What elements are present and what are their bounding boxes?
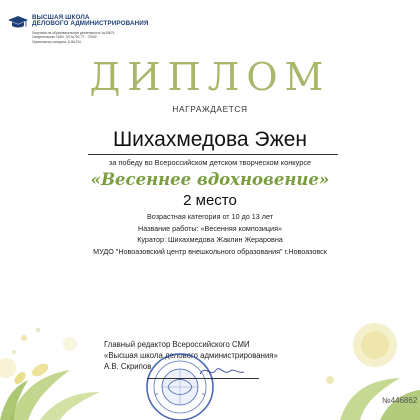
editor-title: Главный редактор Всероссийского СМИ	[104, 340, 250, 349]
license-text: Лицензия на образовательную деятельность №19674	[32, 30, 115, 35]
diploma-title: ДИПЛОМ	[89, 55, 331, 99]
age-category: Возрастная категория от 10 до 13 лет	[147, 212, 273, 221]
document-number: №446862	[382, 396, 418, 405]
contest-name: «Весеннее вдохновение»	[90, 170, 330, 189]
decorative-plant-bottom-left-icon	[0, 330, 110, 420]
media-name: «Высшая школа делового администрирования»	[104, 351, 278, 360]
org-name-line1: ВЫСШАЯ ШКОЛА	[32, 14, 90, 21]
place-awarded: 2 место	[183, 192, 237, 209]
organization-logo	[8, 15, 149, 44]
recipient-underline	[88, 154, 338, 155]
recipient-name: Шихахмедова Эжен	[112, 128, 308, 151]
awarded-label: НАГРАЖДАЕТСЯ	[172, 104, 248, 114]
media-certificate-text: Свидетельство СМИ: ЭЛ № ФС 77 - 72092	[32, 35, 97, 40]
org-name-line2: ДЕЛОВОГО АДМИНИСТРИРОВАНИЯ	[32, 20, 149, 28]
organizer-text: Организатор конкурса: Б-ВА.RU	[32, 39, 81, 44]
award-details	[0, 211, 420, 257]
graduation-cap-icon	[8, 16, 28, 30]
work-title: Название работы: «Весенняя композиция»	[138, 223, 282, 233]
school-name: МУДО "Новоазовский центр внешкольного образования" г.Новоазовск	[93, 246, 327, 256]
curator-name: Куратор: Шихахмедова Жаклин Жераровна	[137, 235, 283, 245]
signature-line	[147, 378, 259, 379]
signer-name: А.В. Скрипов	[104, 362, 152, 371]
award-reason: за победу во Всероссийском детском творческом конкурсе	[108, 158, 312, 167]
org-meta	[32, 31, 149, 45]
